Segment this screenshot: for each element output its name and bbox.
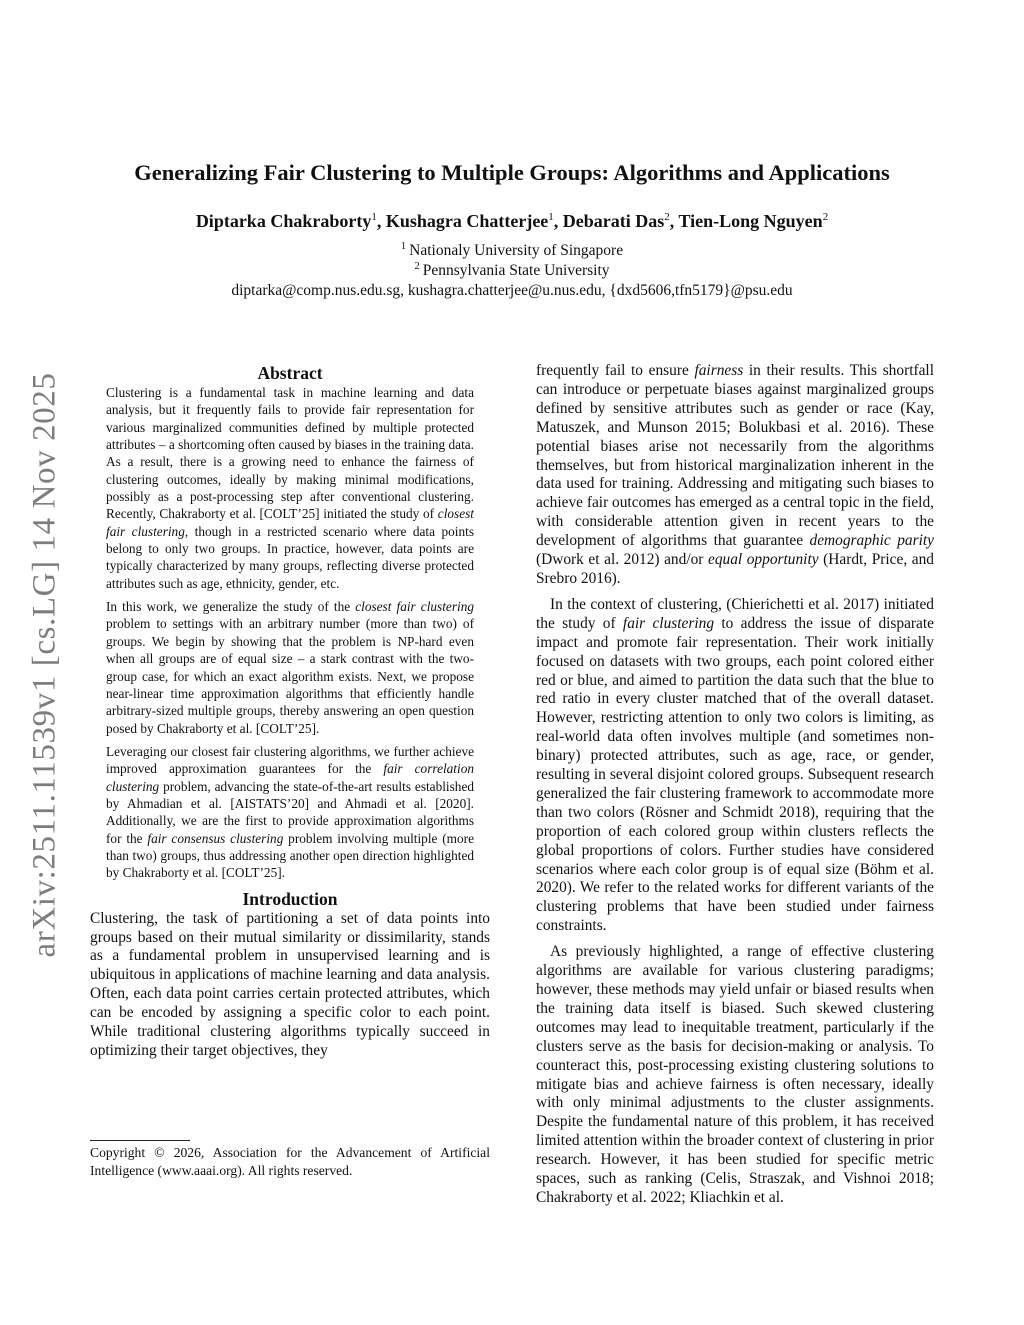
text-run: (Dwork et al. 2012) and/or xyxy=(536,551,708,569)
abstract-paragraph xyxy=(106,384,474,592)
affiliation-number: 1 xyxy=(400,241,407,252)
text-run: In this work, we generalize the study of the xyxy=(106,599,356,615)
text-run: problem, advancing the state-of-the-art results established by Ahmadian et al. [AISTATS’20] and Ahmadi et al. [2020]. Additionally, we are the first to provide approximation algorithms for the xyxy=(106,778,474,846)
text-run: In the context of clustering, (Chierichetti et al. 2017) initiated the study of xyxy=(536,595,934,632)
author-separator: , xyxy=(553,211,563,231)
author-separator: , xyxy=(669,211,679,231)
abstract-paragraph xyxy=(106,743,474,882)
author-name: Debarati Das xyxy=(562,211,665,231)
abstract-body xyxy=(106,384,474,882)
affiliation-name: Pennsylvania State University xyxy=(422,262,610,279)
emphasis: closest fair clustering xyxy=(355,599,474,615)
affiliation-block xyxy=(0,241,1024,301)
emphasis: demographic parity xyxy=(809,532,934,550)
author-name: Diptarka Chakraborty xyxy=(195,211,372,231)
affiliation-line xyxy=(0,261,1024,281)
paper-title: Generalizing Fair Clustering to Multiple Groups: Algorithms and Applications xyxy=(134,160,890,185)
author-list xyxy=(0,207,1024,235)
emphasis: fairness xyxy=(694,362,744,379)
right-column xyxy=(536,362,934,1208)
arxiv-identifier: arXiv:2511.11539v1 [cs.LG] 14 Nov 2025 xyxy=(26,372,63,958)
text-run: to address the issue of disparate impact and promote fair representation. Their work initially focused on datasets with two groups, each point colored either red or blue, and aimed to partition the data such that the blue to red ratio in every cluster matched that of the overall dataset. However, restricting attention to only two colors is limiting, as real-world data often involves multiple (and sometimes non-binary) protected attributes, such as age, race, or gender, resulting in several disjoint colored groups. Subsequent research generalized the fair clustering framework to accommodate more than two colors (Rösner and Schmidt 2018), requiring that the proportion of each colored group within clusters reflects the global proportions of colors. Further studies have considered scenarios where each color group is of equal size (Böhm et al. 2020). We refer to the related works for different variants of the clustering problems that have been studied under fairness constraints. xyxy=(536,614,934,935)
copyright-footnote: Copyright © 2026, Association for the Advancement of Artificial Intelligence (www.aaai.org). All rights reserved. xyxy=(90,1145,490,1178)
introduction-paragraph: Clustering, the task of partitioning a set of data points into groups based on their mutual similarity or dissimilarity, stands as a fundamental problem in unsupervised learning and is ubiquitous in applications of machine learning and data analysis. Often, each data point carries certain protected attributes, which can be encoded by assigning a specific color to each point. While traditional clustering algorithms typically succeed in optimizing their target objectives, they xyxy=(90,909,490,1059)
footnote-divider xyxy=(90,1140,190,1141)
abstract-heading: Abstract xyxy=(257,363,323,383)
affiliation-name: Nationaly University of Singapore xyxy=(409,242,624,259)
text-run: frequently fail to ensure xyxy=(536,362,695,379)
body-paragraph xyxy=(536,362,934,589)
author-name: Tien-Long Nguyen xyxy=(678,211,823,231)
affiliation-mark: 1 xyxy=(371,211,377,223)
introduction-heading: Introduction xyxy=(242,888,338,909)
affiliation-mark: 1 xyxy=(548,211,554,223)
text-run: Clustering is a fundamental task in machine learning and data analysis, but it frequently fails to provide fair representation for various marginalized communities defined by multiple protected attributes – a shortcoming often caused by biases in the training data. As a result, there is a growing need to enhance the fairness of clustering outcomes, ideally by making minimal modifications, possibly as a post-processing step after conventional clustering. Recently, Chakraborty et al. [COLT’25] initiated the study of xyxy=(106,385,474,522)
author-emails: diptarka@comp.nus.edu.sg, kushagra.chatterjee@u.nus.edu, {dxd5606,tfn5179}@psu.edu xyxy=(231,282,793,299)
emphasis: fair clustering xyxy=(622,614,715,632)
emphasis: equal opportunity xyxy=(707,551,819,569)
affiliation-line xyxy=(0,241,1024,261)
text-run: problem involving multiple (more than two) groups, thus addressing another open direction highlighted by Chakraborty et al. [COLT’25]. xyxy=(106,830,474,881)
body-paragraph: As previously highlighted, a range of effective clustering algorithms are available for various clustering paradigms; however, these methods may yield unfair or biased results when the training data itself is biased. Such skewed clustering outcomes may lead to inequitable treatment, particularly if the clusters serve as the basis for decision-making or analysis. To counteract this, post-processing existing clustering solutions to mitigate bias and achieve fairness is often necessary, ideally with only minimal adjustments to the cluster assignments. Despite the fundamental nature of this problem, it has received limited attention within the broader context of clustering in prior research. However, it has been studied for specific metric spaces, such as ranking (Celis, Straszak, and Vishnoi 2018; Chakraborty et al. 2022; Kliachkin et al. xyxy=(536,943,934,1206)
emphasis: closest fair clustering xyxy=(106,506,474,539)
author-separator: , xyxy=(376,211,386,231)
emphasis: fair correlation clustering xyxy=(106,761,474,794)
abstract-paragraph xyxy=(106,598,474,737)
affiliation-mark: 2 xyxy=(822,211,829,223)
text-run: problem to settings with an arbitrary number (more than two) of groups. We begin by showing that the problem is NP-hard even when all groups are of equal size – a stark contrast with the two-group case, for which an exact algorithm exists. Next, we propose near-linear time approximation algorithms that efficiently handle arbitrary-sized multiple groups, thereby answering an open question posed by Chakraborty et al. [COLT’25]. xyxy=(106,616,474,736)
text-run: , though in a restricted scenario where data points belong to only two groups. In practice, however, data points are typically characterized by many groups, reflecting diverse protected attributes such as age, ethnicity, gender, etc. xyxy=(106,523,474,591)
author-name: Kushagra Chatterjee xyxy=(385,211,549,231)
text-run: Leveraging our closest fair clustering algorithms, we further achieve improved approximation guarantees for the xyxy=(106,743,474,777)
text-run: (Hardt, Price, and Srebro 2016). xyxy=(536,551,934,587)
affiliation-number: 2 xyxy=(414,261,420,272)
emphasis: fair consensus clustering xyxy=(147,830,284,846)
affiliation-mark: 2 xyxy=(664,211,670,223)
text-run: in their results. This shortfall can introduce or perpetuate biases against marginalized groups defined by sensitive attributes such as gender or race (Kay, Matuszek, and Munson 2015; Bolukbasi et al. 2016). These potential biases arise not necessarily from the algorithms themselves, but from historical marginalization inherent in the data used for training. Addressing and mitigating such biases to achieve fair outcomes has emerged as a central topic in the field, with considerable attention given in recent years to the development of algorithms that guarantee xyxy=(536,362,934,550)
body-paragraph xyxy=(536,596,934,936)
left-column xyxy=(90,362,490,1061)
